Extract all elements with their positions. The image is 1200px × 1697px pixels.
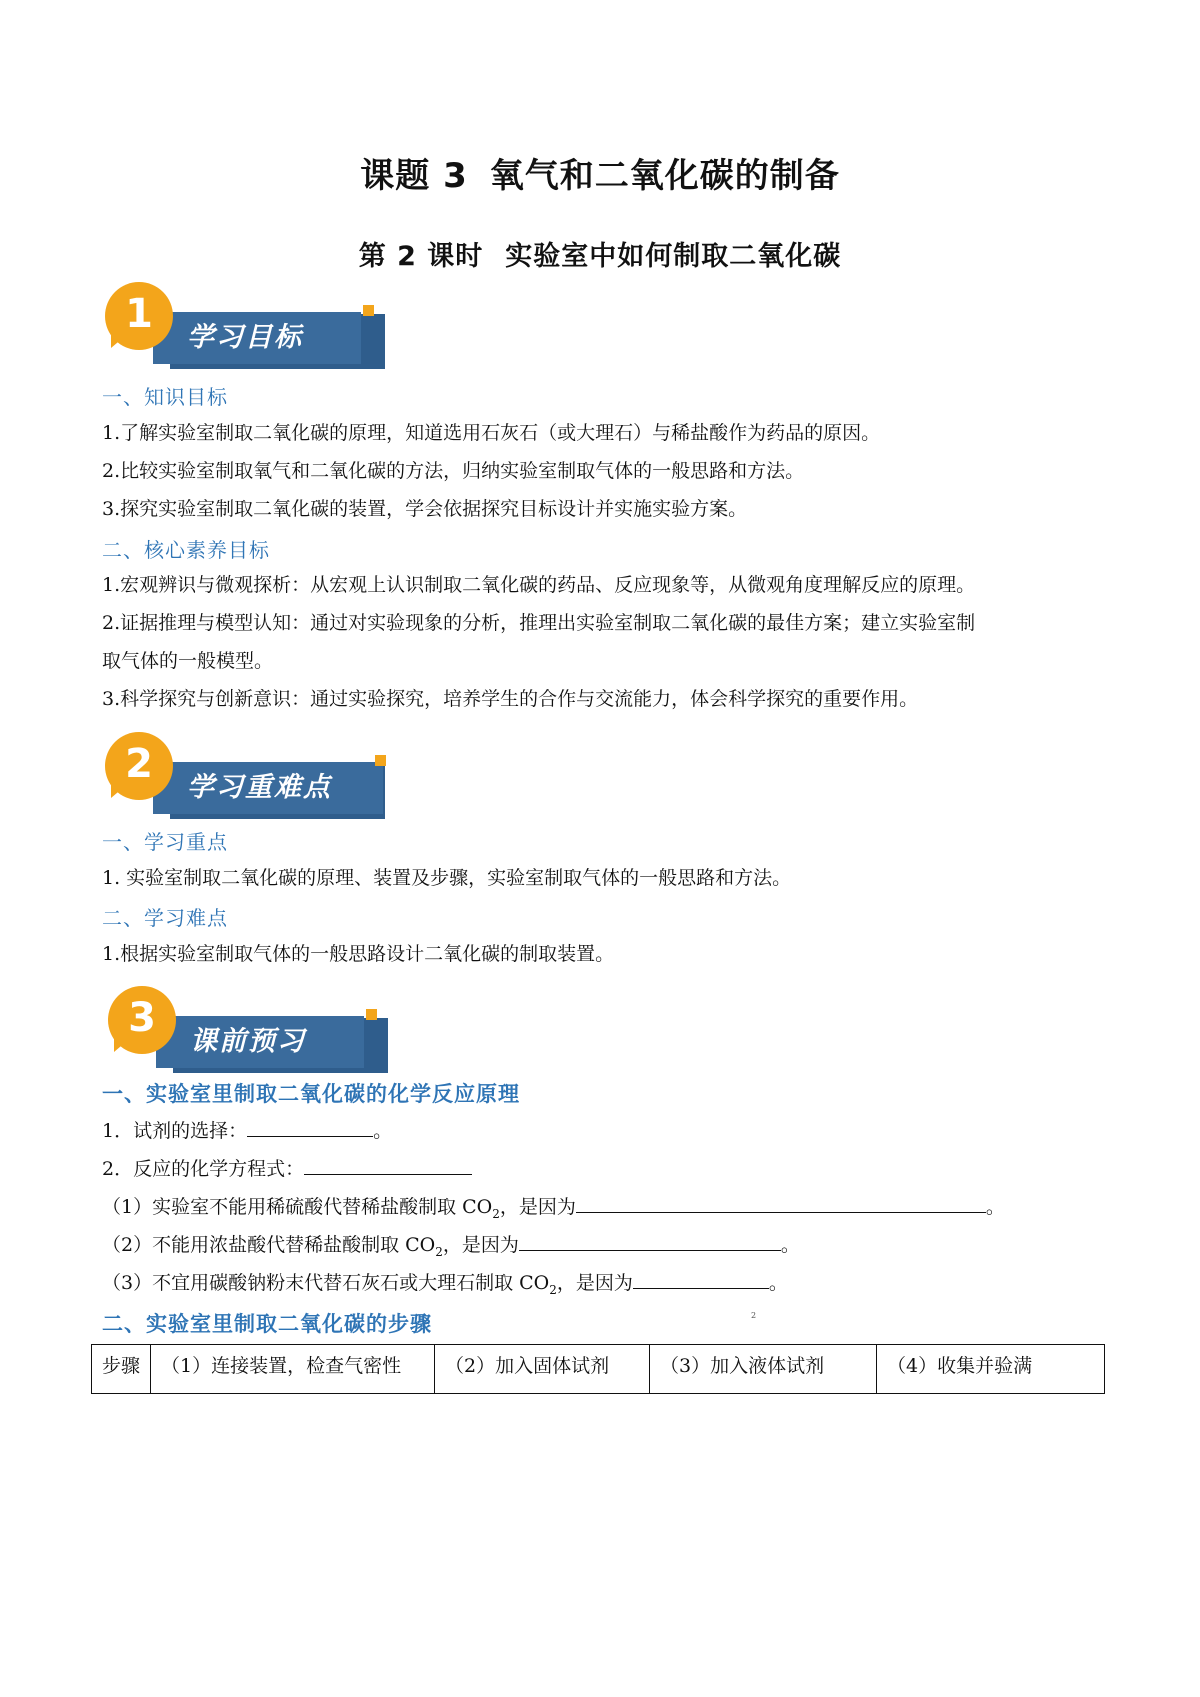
period-number: 第 2 课时 [358,241,484,272]
banner-title: 学习目标 [187,322,303,353]
heading-key-points: 一、学习重点 [102,830,228,854]
subscript: 2 [435,1244,443,1259]
question-text: ，是因为 [556,1272,633,1294]
banner-dot [363,305,374,316]
banner-title: 学习重难点 [187,772,332,803]
goal-item: 1.了解实验室制取二氧化碳的原理，知道选用石灰石（或大理石）与稀盐酸作为药品的原因。 [102,422,881,444]
answer-blank[interactable] [304,1152,472,1175]
question-sub-3 [102,1264,788,1309]
goal-item: 3.探究实验室制取二氧化碳的装置，学会依据探究目标设计并实施实验方案。 [102,498,748,520]
small-mark: 2 [751,1311,757,1320]
question-text: ，是因为 [499,1196,576,1218]
heading-knowledge-goals: 一、知识目标 [102,385,228,409]
question-reagent [102,1112,392,1150]
question-text: ，是因为 [442,1234,519,1256]
question-end: 。 [985,1196,1005,1218]
table-cell: （1）连接装置，检查气密性 [151,1345,435,1394]
difficult-point-item: 1.根据实验室制取气体的一般思路设计二氧化碳的制取装置。 [102,943,615,965]
answer-blank[interactable] [247,1114,373,1137]
heading-steps: 二、实验室里制取二氧化碳的步骤 [102,1312,432,1336]
question-end: 。 [768,1272,788,1294]
subscript: 2 [549,1282,557,1297]
question-text: 1．试剂的选择： [102,1120,248,1142]
question-text: （2）不能用浓盐酸代替稀盐酸制取 CO [102,1234,436,1256]
question-equation [102,1150,472,1188]
section-banner-2 [105,732,385,827]
table-cell-label: 步骤 [92,1345,151,1394]
question-end: 。 [780,1234,800,1256]
question-text: 2．反应的化学方程式： [102,1158,305,1180]
goal-item: 2.比较实验室制取氧气和二氧化碳的方法，归纳实验室制取气体的一般思路和方法。 [102,460,805,482]
section-banner-1 [105,282,385,377]
table-cell: （2）加入固体试剂 [435,1345,650,1394]
table-cell: （4）收集并验满 [877,1345,1105,1394]
section-number-badge: 1 [105,282,173,350]
table-cell: （3）加入液体试剂 [650,1345,877,1394]
section-banner-3 [108,986,388,1081]
lesson-topic: 氧气和二氧化碳的制备 [489,156,840,196]
goal-item: 2.证据推理与模型认知：通过对实验现象的分析，推理出实验室制取二氧化碳的最佳方案；建立实验室制 [102,612,976,634]
period-topic: 实验室中如何制取二氧化碳 [505,241,842,272]
lesson-subtitle [0,234,1200,273]
answer-blank[interactable] [519,1228,781,1251]
table-row [92,1345,1105,1394]
heading-difficult-points: 二、学习难点 [102,906,228,930]
banner-title: 课前预习 [190,1026,306,1057]
heading-reaction-principle: 一、实验室里制取二氧化碳的化学反应原理 [102,1082,520,1106]
goal-item: 3.科学探究与创新意识：通过实验探究，培养学生的合作与交流能力，体会科学探究的重要作用。 [102,688,919,710]
question-end: 。 [373,1120,393,1142]
answer-blank[interactable] [576,1190,986,1213]
section-number-badge: 3 [108,986,176,1054]
answer-blank[interactable] [633,1266,769,1289]
lesson-number: 课题 3 [360,156,468,196]
lesson-title [0,148,1200,197]
steps-table [91,1344,1105,1394]
question-text: （1）实验室不能用稀硫酸代替稀盐酸制取 CO [102,1196,493,1218]
banner-dot [375,755,386,766]
section-number-badge: 2 [105,732,173,800]
goal-item: 取气体的一般模型。 [102,650,274,672]
goal-item: 1.宏观辨识与微观探析：从宏观上认识制取二氧化碳的药品、反应现象等，从微观角度理解反应的原理。 [102,574,976,596]
key-point-item: 1. 实验室制取二氧化碳的原理、装置及步骤，实验室制取气体的一般思路和方法。 [102,867,792,889]
banner-dot [366,1009,377,1020]
question-text: （3）不宜用碳酸钠粉末代替石灰石或大理石制取 CO [102,1272,550,1294]
heading-core-literacy: 二、核心素养目标 [102,538,270,562]
subscript: 2 [492,1206,500,1221]
